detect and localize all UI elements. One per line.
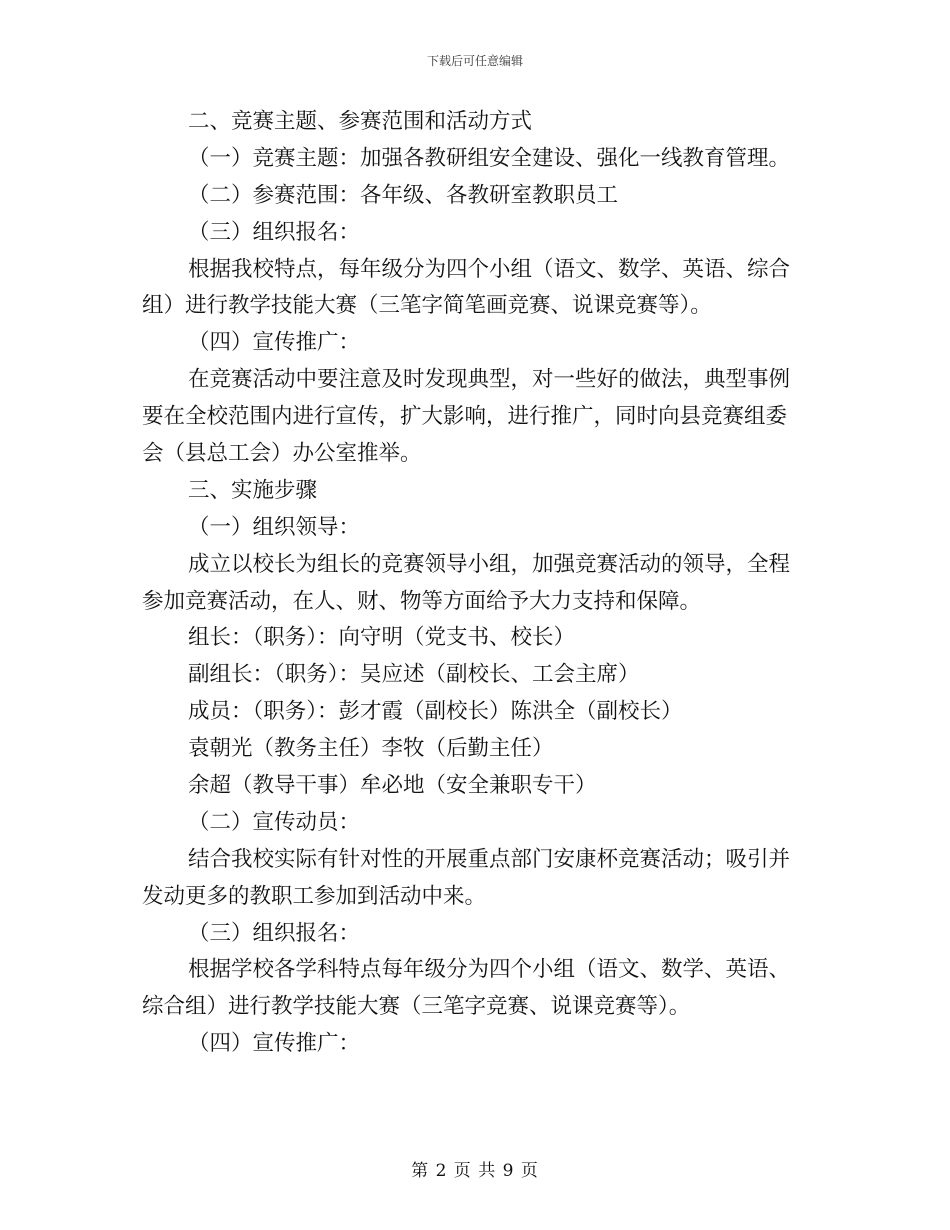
text-line: 根据我校特点，每年级分为四个小组（语文、数学、英语、综合 [188,256,791,282]
text-line: （一）组织领导： [188,514,361,540]
text-line: 组长：（职务）：向守明（党支书、校长） [188,625,576,651]
text-line: （三）组织报名： [188,219,361,245]
text-line: （三）组织报名： [188,920,361,946]
page-header: 下载后可任意编辑 [426,54,523,68]
text-line: （二）参赛范围：各年级、各教研室教职员工 [188,182,619,208]
text-line: 组）进行教学技能大赛（三笔字简笔画竞赛、说课竞赛等）。 [142,293,712,319]
text-line: 根据学校各学科特点每年级分为四个小组（语文、数学、英语、 [188,957,791,983]
text-line: 综合组）进行教学技能大赛（三笔字竞赛、说课竞赛等）。 [142,994,691,1020]
text-line: （一）竞赛主题：加强各教研组安全建设、强化一线教育管理。 [188,145,791,171]
text-line: 副组长：（职务）：吴应述（副校长、工会主席） [188,662,640,688]
text-line: 成员：（职务）：彭才霞（副校长）陈洪全（副校长） [188,699,683,725]
page-footer: 第 2 页 共 9 页 [411,1161,539,1181]
text-line: 二、竞赛主题、参赛范围和活动方式 [188,109,533,134]
text-line: （二）宣传动员： [188,809,361,835]
text-line: 参加竞赛活动，在人、财、物等方面给予大力支持和保障。 [142,588,702,614]
text-line: 余超（教导干事）牟必地（安全兼职专干） [188,773,597,799]
text-line: 三、实施步骤 [188,477,318,503]
text-line: 会（县总工会）办公室推举。 [142,441,422,467]
document-body [142,104,807,1063]
text-line: （四）宣传推广： [188,1031,361,1057]
text-line: 发动更多的教职工参加到活动中来。 [142,883,487,909]
text-line: （四）宣传推广： [188,330,361,356]
text-line: 在竞赛活动中要注意及时发现典型，对一些好的做法，典型事例 [188,367,791,393]
text-line: 要在全校范围内进行宣传，扩大影响，进行推广，同时向县竞赛组委 [142,404,788,430]
text-line: 结合我校实际有针对性的开展重点部门安康杯竞赛活动；吸引并 [188,846,791,872]
text-line: 袁朝光（教务主任）李牧（后勤主任） [188,736,554,762]
text-line: 成立以校长为组长的竞赛领导小组，加强竞赛活动的领导，全程 [188,551,791,577]
